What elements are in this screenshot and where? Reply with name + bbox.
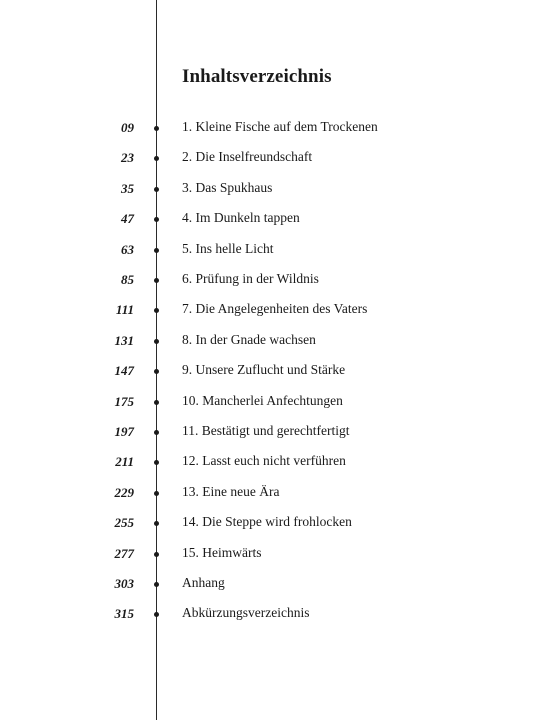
toc-page-number: 175	[114, 393, 134, 409]
toc-entry[interactable]	[0, 177, 552, 201]
toc-page-number: 35	[121, 180, 134, 196]
toc-entry-label: 12. Lasst euch nicht verführen	[182, 453, 346, 469]
bullet-dot-icon	[154, 187, 159, 192]
toc-entry-label: 11. Bestätigt und gerechtfertigt	[182, 423, 350, 438]
toc-entry-label: 4. Im Dunkeln tappen	[182, 210, 300, 226]
toc-page-number: 147	[114, 363, 134, 379]
toc-entry[interactable]	[0, 268, 552, 292]
bullet-dot-icon	[154, 491, 159, 496]
toc-page-number: 131	[114, 332, 134, 348]
toc-entry[interactable]	[0, 511, 552, 535]
toc-entry[interactable]	[0, 298, 552, 322]
toc-entry-label: Anhang	[182, 575, 225, 590]
bullet-dot-icon	[154, 126, 159, 131]
toc-entry[interactable]	[0, 116, 552, 140]
toc-entry[interactable]	[0, 359, 552, 383]
toc-page-number: 255	[114, 515, 134, 531]
toc-page-number: 211	[115, 454, 134, 470]
toc-entry[interactable]	[0, 390, 552, 414]
bullet-dot-icon	[154, 552, 159, 557]
toc-entry[interactable]	[0, 207, 552, 231]
toc-entry-label: 6. Prüfung in der Wildnis	[182, 271, 319, 286]
toc-entry-label: 2. Die Inselfreundschaft	[182, 149, 313, 165]
toc-entry-label: 9. Unsere Zuflucht und Stärke	[182, 362, 346, 378]
toc-entry[interactable]	[0, 420, 552, 444]
bullet-dot-icon	[154, 369, 159, 374]
bullet-dot-icon	[154, 582, 159, 587]
toc-page-number: 277	[114, 545, 134, 561]
toc-entry[interactable]	[0, 450, 552, 474]
toc-entry[interactable]	[0, 481, 552, 505]
bullet-dot-icon	[154, 217, 159, 222]
bullet-dot-icon	[154, 278, 159, 283]
toc-page-number: 47	[121, 211, 134, 227]
toc-page-number: 111	[115, 302, 134, 318]
page-title: Inhaltsverzeichnis	[182, 66, 332, 87]
toc-entry-label: 10. Mancherlei Anfechtungen	[182, 392, 343, 408]
toc-page-number: 303	[114, 576, 134, 591]
toc-page-number: 09	[121, 120, 134, 135]
bullet-dot-icon	[154, 612, 159, 617]
bullet-dot-icon	[154, 521, 159, 526]
toc-entry-label: 15. Heimwärts	[182, 544, 262, 560]
bullet-dot-icon	[154, 248, 159, 253]
toc-entry-label: Abkürzungsverzeichnis	[182, 605, 310, 621]
bullet-dot-icon	[154, 430, 159, 435]
toc-entry-label: 3. Das Spukhaus	[182, 179, 273, 195]
toc-entry[interactable]	[0, 329, 552, 353]
toc-entry[interactable]	[0, 572, 552, 596]
toc-entry[interactable]	[0, 238, 552, 262]
toc-entry-label: 13. Eine neue Ära	[182, 483, 280, 499]
toc-entry[interactable]	[0, 542, 552, 566]
bullet-dot-icon	[154, 156, 159, 161]
toc-entry[interactable]	[0, 602, 552, 626]
toc-entry-label: 1. Kleine Fische auf dem Trockenen	[182, 119, 378, 134]
toc-page-number: 315	[114, 606, 134, 622]
bullet-dot-icon	[154, 400, 159, 405]
bullet-dot-icon	[154, 339, 159, 344]
toc-entry-label: 8. In der Gnade wachsen	[182, 331, 316, 347]
toc-page-number: 197	[114, 424, 134, 439]
toc-page-number: 63	[121, 241, 134, 257]
toc-entry-label: 5. Ins helle Licht	[182, 240, 274, 256]
toc-entry-label: 7. Die Angelegenheiten des Vaters	[182, 301, 368, 317]
toc-entry[interactable]	[0, 146, 552, 170]
toc-page-number: 23	[121, 150, 134, 166]
bullet-dot-icon	[154, 460, 159, 465]
bullet-dot-icon	[154, 308, 159, 313]
toc-page-number: 229	[114, 484, 134, 500]
toc-entry-label: 14. Die Steppe wird frohlocken	[182, 514, 352, 530]
toc-page-number: 85	[121, 272, 134, 287]
